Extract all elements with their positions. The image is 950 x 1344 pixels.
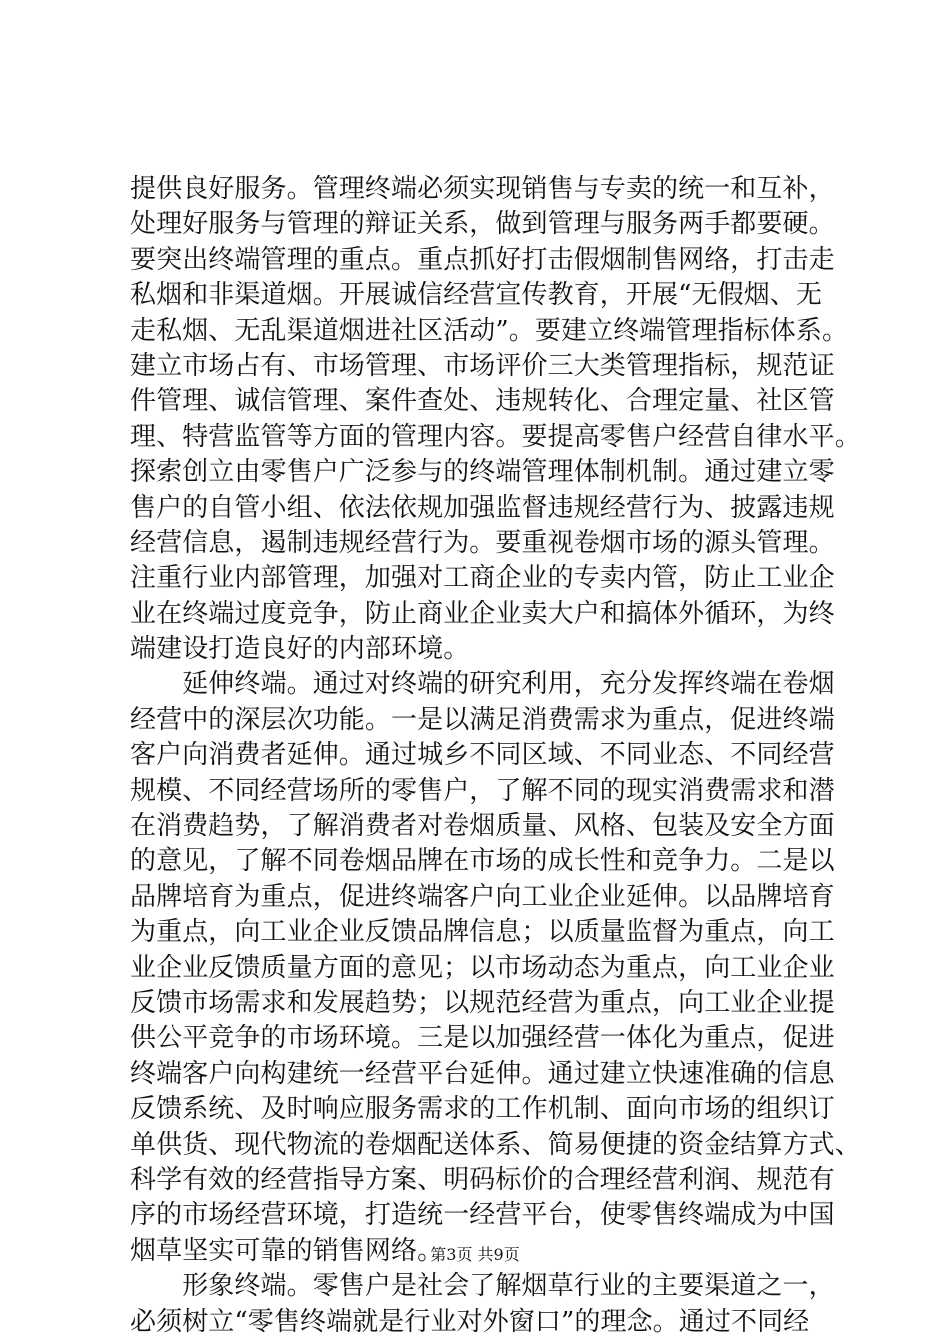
text-line: 售户的自管小组、依法依规加强监督违规经营行为、披露违规: [130, 492, 835, 523]
text-line: 提供良好服务。管理终端必须实现销售与专卖的统一和互补，: [130, 174, 835, 204]
text-line: 单供货、现代物流的卷烟配送体系、简易便捷的资金结算方式、: [130, 1129, 861, 1160]
text-line: 经营信息，遏制违规经营行为。要重视卷烟市场的源头管理。: [130, 527, 835, 558]
text-line: 件管理、诚信管理、案件查处、违规转化、合理定量、社区管: [130, 386, 835, 417]
text-line: 烟草坚实可靠的销售网络。: [130, 1235, 444, 1266]
text-line: 注重行业内部管理，加强对工商企业的专卖内管，防止工业企: [130, 563, 835, 594]
text-line: 供公平竞争的市场环境。三是以加强经营一体化为重点，促进: [130, 1023, 835, 1054]
text-line: 要突出终端管理的重点。重点抓好打击假烟制售网络，打击走: [130, 244, 835, 275]
text-line: 序的市场经营环境，打造统一经营平台，使零售终端成为中国: [130, 1200, 835, 1231]
text-line: 私烟和非渠道烟。开展诚信经营宣传教育，开展“无假烟、无: [130, 280, 822, 311]
text-line: 建立市场占有、市场管理、市场评价三大类管理指标，规范证: [130, 350, 835, 381]
text-line: 为重点，向工业企业反馈品牌信息；以质量监督为重点，向工: [130, 917, 835, 948]
text-line: 处理好服务与管理的辩证关系，做到管理与服务两手都要硬。: [130, 209, 835, 240]
text-line: 探索创立由零售户广泛参与的终端管理体制机制。通过建立零: [130, 457, 835, 488]
text-line: 科学有效的经营指导方案、明码标价的合理经营利润、规范有: [130, 1164, 835, 1195]
text-line: 反馈市场需求和发展趋势；以规范经营为重点，向工业企业提: [130, 987, 835, 1018]
text-line: 形象终端。零售户是社会了解烟草行业的主要渠道之一，: [130, 1271, 835, 1302]
text-line: 品牌培育为重点，促进终端客户向工业企业延伸。以品牌培育: [130, 881, 835, 912]
text-line: 客户向消费者延伸。通过城乡不同区域、不同业态、不同经营: [130, 740, 835, 771]
text-line: 规模、不同经营场所的零售户，了解不同的现实消费需求和潜: [130, 775, 835, 806]
text-line: 业企业反馈质量方面的意见；以市场动态为重点，向工业企业: [130, 952, 835, 983]
text-line: 反馈系统、及时响应服务需求的工作机制、面向市场的组织订: [130, 1094, 835, 1125]
text-line: 业在终端过度竞争，防止商业企业卖大户和搞体外循环，为终: [130, 598, 835, 629]
body-text: [130, 172, 861, 1340]
text-line: 经营中的深层次功能。一是以满足消费需求为重点，促进终端: [130, 704, 835, 735]
text-line: 端建设打造良好的内部环境。: [130, 634, 470, 665]
text-line: 终端客户向构建统一经营平台延伸。通过建立快速准确的信息: [130, 1058, 835, 1089]
page-footer: 第3页 共9页: [430, 1245, 520, 1264]
text-line: 必须树立“零售终端就是行业对外窗口”的理念。通过不同经: [130, 1306, 810, 1337]
text-line: 在消费趋势，了解消费者对卷烟质量、风格、包装及安全方面: [130, 811, 835, 842]
text-line: 理、特营监管等方面的管理内容。要提高零售户经营自律水平。: [130, 421, 861, 452]
text-line: 的意见，了解不同卷烟品牌在市场的成长性和竞争力。二是以: [130, 846, 835, 877]
text-line: 延伸终端。通过对终端的研究利用，充分发挥终端在卷烟: [130, 669, 835, 700]
text-line: 走私烟、无乱渠道烟进社区活动”。要建立终端管理指标体系。: [130, 315, 849, 346]
